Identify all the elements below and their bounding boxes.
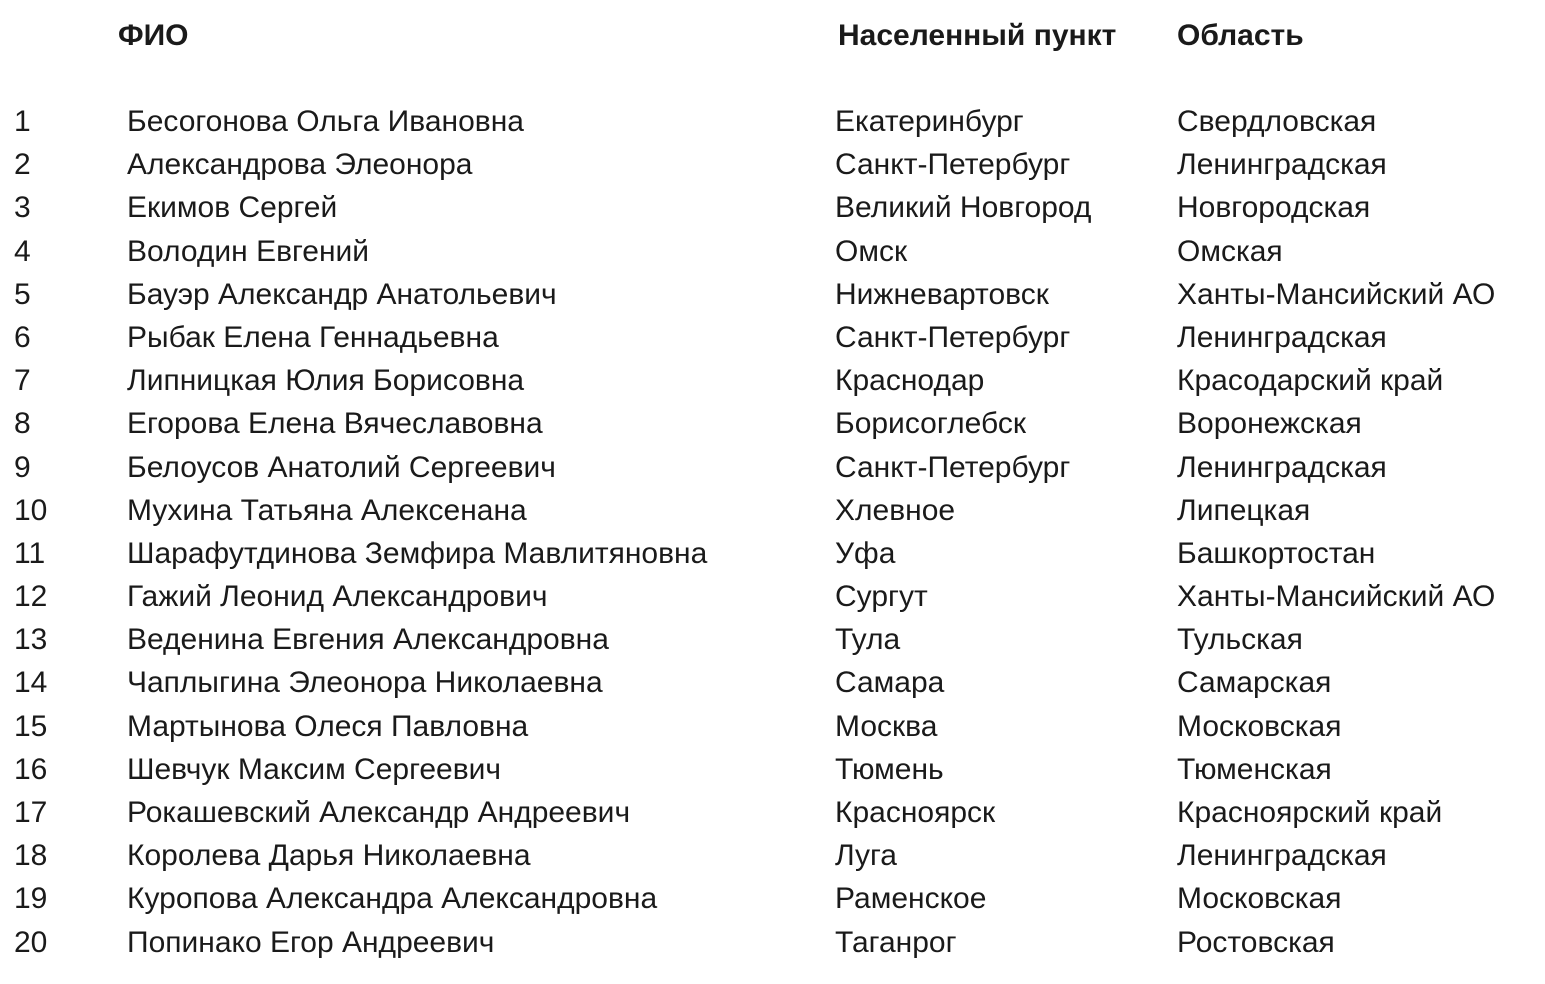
header-region: Область xyxy=(1177,19,1304,52)
table-row xyxy=(0,532,1545,575)
row-region: Новгородская xyxy=(1177,191,1371,225)
row-number: 16 xyxy=(14,752,48,786)
row-full-name: Володин Евгений xyxy=(127,234,370,268)
row-full-name: Мухина Татьяна Алексенана xyxy=(127,493,527,527)
row-full-name: Мартынова Олеся Павловна xyxy=(127,709,529,743)
row-number: 12 xyxy=(14,580,48,614)
table-row xyxy=(0,575,1545,618)
table-row xyxy=(0,834,1545,877)
row-settlement: Красноярск xyxy=(835,796,996,829)
row-settlement: Санкт-Петербург xyxy=(835,148,1071,182)
row-number: 18 xyxy=(14,839,48,873)
row-full-name: Липницкая Юлия Борисовна xyxy=(127,364,525,398)
row-region: Ленинградская xyxy=(1177,839,1387,873)
row-settlement: Луга xyxy=(835,839,897,873)
row-settlement: Санкт-Петербург xyxy=(835,450,1071,484)
table-row xyxy=(0,661,1545,704)
row-settlement: Сургут xyxy=(835,580,928,614)
row-settlement: Краснодар xyxy=(835,364,985,398)
row-region: Тульская xyxy=(1177,623,1303,657)
row-number: 17 xyxy=(14,796,48,829)
row-number: 5 xyxy=(14,277,31,311)
row-full-name: Егорова Елена Вячеславовна xyxy=(127,407,543,441)
table-row xyxy=(0,273,1545,316)
row-settlement: Таганрог xyxy=(835,925,957,959)
table-body xyxy=(0,100,1545,964)
row-settlement: Москва xyxy=(835,709,938,743)
row-number: 9 xyxy=(14,450,31,484)
table-row xyxy=(0,921,1545,964)
table-header xyxy=(0,14,1545,58)
row-region: Свердловская xyxy=(1177,105,1377,138)
row-full-name: Шарафутдинова Земфира Мавлитяновна xyxy=(127,536,708,570)
table-row xyxy=(0,446,1545,489)
row-settlement: Тюмень xyxy=(835,752,944,786)
row-number: 15 xyxy=(14,709,48,743)
table-row xyxy=(0,791,1545,834)
row-region: Самарская xyxy=(1177,666,1332,700)
row-region: Красноярский край xyxy=(1177,796,1443,829)
row-region: Ханты-Мансийский АО xyxy=(1177,277,1496,311)
row-region: Московская xyxy=(1177,709,1342,743)
row-settlement: Омск xyxy=(835,234,908,268)
row-full-name: Веденина Евгения Александровна xyxy=(127,623,609,657)
table-row xyxy=(0,489,1545,532)
table-row xyxy=(0,748,1545,791)
row-region: Московская xyxy=(1177,882,1342,916)
row-number: 11 xyxy=(14,536,46,570)
row-region: Ленинградская xyxy=(1177,148,1387,182)
row-number: 2 xyxy=(14,148,31,182)
table-row xyxy=(0,877,1545,920)
row-number: 7 xyxy=(14,364,31,398)
row-region: Ленинградская xyxy=(1177,320,1387,354)
row-number: 20 xyxy=(14,925,48,959)
row-full-name: Шевчук Максим Сергеевич xyxy=(127,752,502,786)
table-row xyxy=(0,705,1545,748)
header-full-name: ФИО xyxy=(118,19,189,52)
row-region: Воронежская xyxy=(1177,407,1362,441)
row-number: 6 xyxy=(14,320,31,354)
row-full-name: Попинако Егор Андреевич xyxy=(127,925,495,959)
table-row xyxy=(0,100,1545,143)
row-number: 14 xyxy=(14,666,48,700)
row-settlement: Тула xyxy=(835,623,901,657)
table-row xyxy=(0,402,1545,445)
row-full-name: Чаплыгина Элеонора Николаевна xyxy=(127,666,603,700)
row-settlement: Великий Новгород xyxy=(835,191,1092,225)
row-settlement: Борисоглебск xyxy=(835,407,1026,441)
row-full-name: Екимов Сергей xyxy=(127,191,338,225)
row-region: Ханты-Мансийский АО xyxy=(1177,580,1496,614)
table-row xyxy=(0,316,1545,359)
table-row xyxy=(0,618,1545,661)
row-full-name: Белоусов Анатолий Сергеевич xyxy=(127,450,556,484)
row-settlement: Уфа xyxy=(835,536,896,570)
row-settlement: Самара xyxy=(835,666,945,700)
row-region: Тюменская xyxy=(1177,752,1332,786)
row-region: Красодарский край xyxy=(1177,364,1444,398)
row-settlement: Раменское xyxy=(835,882,987,916)
row-number: 8 xyxy=(14,407,31,441)
row-full-name: Куропова Александра Александровна xyxy=(127,882,658,916)
table-row xyxy=(0,359,1545,402)
row-full-name: Гажий Леонид Александрович xyxy=(127,580,548,614)
row-number: 3 xyxy=(14,191,31,225)
row-full-name: Рокашевский Александр Андреевич xyxy=(127,796,631,829)
row-number: 4 xyxy=(14,234,31,268)
row-settlement: Нижневартовск xyxy=(835,277,1049,311)
row-full-name: Королева Дарья Николаевна xyxy=(127,839,531,873)
row-number: 13 xyxy=(14,623,48,657)
row-region: Омская xyxy=(1177,234,1283,268)
row-number: 1 xyxy=(14,105,31,138)
row-full-name: Александрова Элеонора xyxy=(127,148,473,182)
row-region: Башкортостан xyxy=(1177,536,1376,570)
table-row xyxy=(0,230,1545,273)
row-region: Ленинградская xyxy=(1177,450,1387,484)
row-full-name: Бесогонова Ольга Ивановна xyxy=(127,105,524,138)
row-full-name: Рыбак Елена Геннадьевна xyxy=(127,320,499,354)
row-region: Липецкая xyxy=(1177,493,1311,527)
row-number: 19 xyxy=(14,882,48,916)
table-row xyxy=(0,143,1545,186)
row-region: Ростовская xyxy=(1177,925,1335,959)
header-settlement: Населенный пункт xyxy=(838,19,1117,52)
row-settlement: Санкт-Петербург xyxy=(835,320,1071,354)
row-number: 10 xyxy=(14,493,48,527)
row-full-name: Бауэр Александр Анатольевич xyxy=(127,277,557,311)
table-row xyxy=(0,186,1545,229)
row-settlement: Хлевное xyxy=(835,493,956,527)
row-settlement: Екатеринбург xyxy=(835,105,1024,138)
